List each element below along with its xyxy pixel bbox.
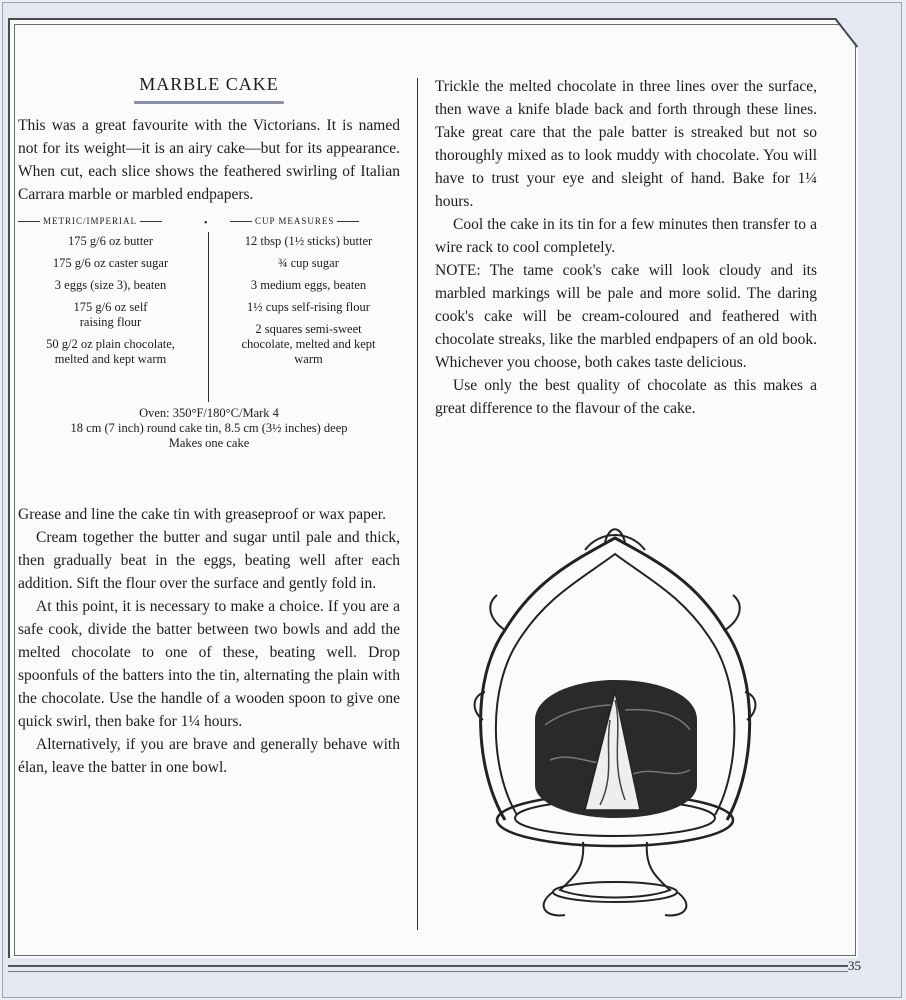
method-paragraph: Cool the cake in its tin for a few minutes then transfer to a wire rack to cool completely.: [435, 216, 817, 256]
metric-item: 50 g/2 oz plain chocolate, melted and kept warm: [46, 337, 175, 366]
cup-list: [216, 234, 401, 374]
cup-header: [230, 216, 359, 226]
yield: Makes one cake: [168, 436, 250, 450]
metric-list: [18, 234, 203, 374]
metric-item: 175 g/6 oz butter: [67, 234, 154, 248]
method-paragraph: Trickle the melted chocolate in three lines over the surface, then wave a knife blade back and forth through these lines. Take great care that the pale batter is streaked but not so thoroughly mixed as to look muddy with chocolate. You will have to trust your eye and sleight of hand. Bake for 1¼ hours.: [435, 78, 817, 210]
cup-item: 2 squares semi-sweet chocolate, melted and kept warm: [241, 322, 376, 366]
left-column: [18, 62, 400, 779]
ingredients-divider: [208, 232, 209, 402]
cup-item: ¾ cup sugar: [278, 256, 339, 270]
page-number: 35: [848, 958, 861, 973]
method-paragraph: Grease and line the cake tin with greaseproof or wax paper.: [18, 506, 386, 523]
metric-item: 175 g/6 oz caster sugar: [52, 256, 169, 270]
tin-size: 18 cm (7 inch) round cake tin, 8.5 cm (3½ inches) deep: [70, 421, 348, 435]
column-divider: [417, 78, 418, 930]
header-dash: [140, 221, 162, 222]
oven-info: [18, 406, 400, 451]
metric-header: [18, 216, 162, 226]
oven-temperature: Oven: 350°F/180°C/Mark 4: [139, 406, 279, 420]
cup-item: 1½ cups self-rising flour: [247, 300, 370, 314]
cup-header-label: CUP MEASURES: [255, 216, 335, 226]
metric-header-label: METRIC/IMPERIAL: [43, 216, 138, 226]
header-dash: [337, 221, 359, 222]
ingredients-table: [18, 216, 400, 406]
note-paragraph: NOTE: The tame cook's cake will look cloudy and its marbled markings will be pale and more solid. The daring cook's cake will be cream-coloured and feathered with chocolate streaks, like the marbled endpapers of an old book. Whichever you choose, both cakes taste delicious.: [435, 262, 817, 371]
intro-paragraph: This was a great favourite with the Victorians. It is named not for its weight—it is an airy cake—but for its appearance. When cut, each slice shows the feathered swirling of Italian Carrara marble or marbled endpapers.: [18, 117, 400, 203]
header-separator-dot: •: [204, 218, 208, 229]
footer-rule: [8, 965, 848, 972]
cake-stand-illustration: [465, 520, 765, 940]
method-paragraph: Use only the best quality of chocolate as this makes a great difference to the flavour of the cake.: [435, 377, 817, 417]
header-dash: [230, 221, 252, 222]
method-paragraph: Cream together the butter and sugar until pale and thick, then gradually beat in the eggs, beating well after each addition. Sift the flour over the surface and gently fold in.: [18, 529, 400, 592]
cup-item: 12 tbsp (1½ sticks) butter: [244, 234, 373, 248]
right-column: [435, 75, 817, 420]
metric-item: 3 eggs (size 3), beaten: [54, 278, 167, 292]
metric-item: 175 g/6 oz self raising flour: [73, 300, 148, 329]
method-paragraph: At this point, it is necessary to make a choice. If you are a safe cook, divide the batter between two bowls and add the melted chocolate to one of these, beating well. Drop spoonfuls of the batters into the tin, alternating the plain with the chocolate. Use the handle of a wooden spoon to give one quick swirl, then bake for 1¼ hours.: [18, 598, 400, 730]
method-paragraph: Alternatively, if you are brave and generally behave with élan, leave the batter in one bowl.: [18, 736, 400, 776]
title-underline: [134, 101, 284, 104]
recipe-title: MARBLE CAKE: [139, 74, 279, 94]
cup-item: 3 medium eggs, beaten: [250, 278, 367, 292]
spacer: [18, 451, 400, 503]
header-dash: [18, 221, 40, 222]
